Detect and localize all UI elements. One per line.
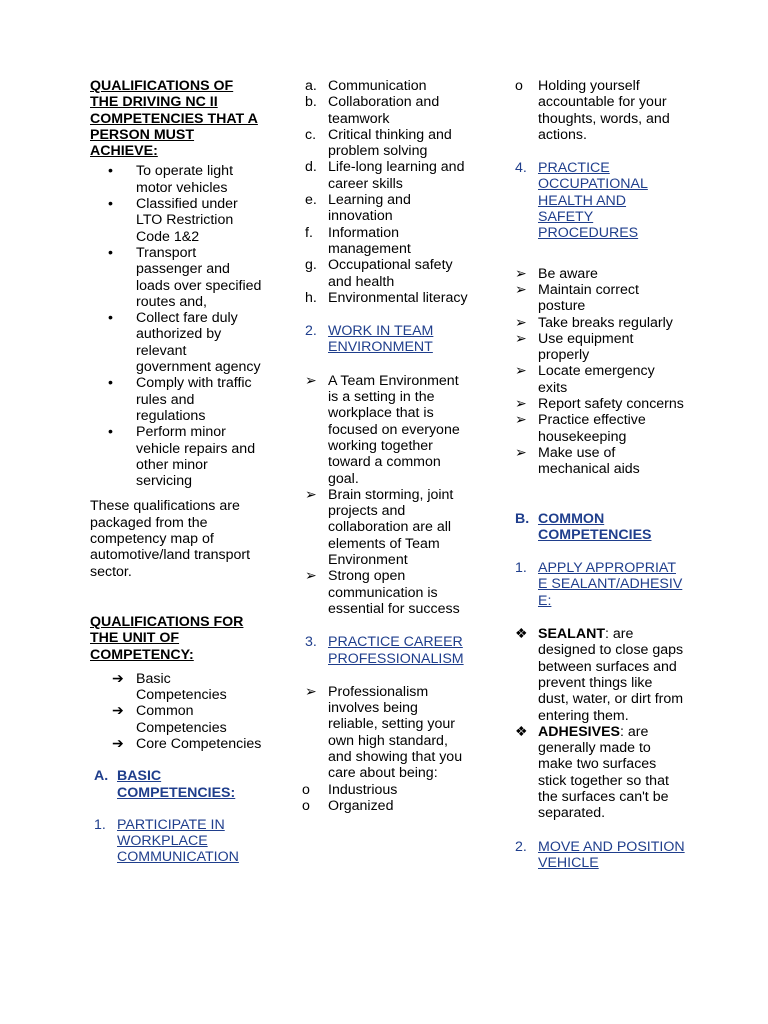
- circle-bullet-icon: o: [515, 78, 523, 94]
- list-item: f. Information management: [305, 224, 411, 257]
- item-work-in-team: 2. WORK IN TEAM ENVIRONMENT: [305, 323, 434, 356]
- list-item: ➢ Locate emergency exits: [510, 363, 685, 396]
- item-career-professionalism: 3. PRACTICE CAREER PROFESSIONALISM: [305, 634, 464, 667]
- list-item: d. Life-long learning and career skills: [305, 159, 465, 192]
- list-item: ➢ Be aware: [510, 266, 685, 282]
- list-item: e. Learning and innovation: [305, 192, 411, 225]
- arrowhead-icon: ➢: [515, 281, 527, 298]
- list-item: • Comply with traffic rules and regulations: [108, 375, 252, 424]
- list-item: ➢ Strong open communication is essential for success: [300, 568, 470, 617]
- list-item: o Industrious: [302, 781, 398, 798]
- arrow-list: [90, 671, 265, 752]
- list-item: o Holding yourself accountable for your thoughts, words, and actions.: [510, 78, 685, 143]
- list-item: • Perform minor vehicle repairs and other minor servicing: [108, 424, 256, 490]
- arrowhead-icon: ➢: [515, 396, 527, 413]
- item-apply-sealant: 1. APPLY APPROPRIATE SEALANT/ADHESIVE:: [515, 560, 683, 609]
- item-participate-communication: 1. PARTICIPATE IN WORKPLACE COMMUNICATION: [94, 816, 239, 866]
- arrowhead-icon: ➢: [515, 412, 527, 429]
- column-1: [90, 78, 265, 866]
- heading-unit-of-competency: QUALIFICATIONS FOR THE UNIT OF COMPETENCY:: [90, 613, 244, 663]
- list-item: ➢ Use equipment properly: [510, 331, 685, 364]
- list-item: ➔ Basic Competencies: [112, 670, 227, 704]
- arrow-icon: ➔: [112, 735, 124, 752]
- list-item: • Classified under LTO Restriction Code 1&2: [108, 196, 238, 245]
- list-item: ➢ Practice effective housekeeping: [510, 412, 685, 445]
- list-item: ➢ Report safety concerns: [510, 396, 685, 412]
- column-2: [300, 78, 470, 814]
- list-item: g. Occupational safety and health: [305, 257, 453, 290]
- item-move-position-vehicle: 2. MOVE AND POSITION VEHICLE: [515, 838, 685, 871]
- item-occupational-health: 4. PRACTICE OCCUPATIONAL HEALTH AND SAFETY PROCEDURES: [515, 160, 648, 242]
- list-item: ➢ Brain storming, joint projects and collaboration are all elements of Team Environment: [300, 487, 470, 568]
- list-item: • Transport passenger and loads over specified routes and,: [108, 244, 262, 310]
- list-item: c. Critical thinking and problem solving: [305, 126, 452, 160]
- arrowhead-icon: ➢: [305, 486, 317, 503]
- list-item: b. Collaboration and teamwork: [305, 94, 440, 127]
- arrow-icon: ➔: [112, 703, 124, 720]
- safety-points: [510, 266, 685, 478]
- list-item: ➢ Professionalism involves being reliable, setting your own high standard, and showing that you care about being:: [300, 684, 470, 782]
- arrowhead-icon: ➢: [515, 444, 527, 461]
- arrowhead-icon: ➢: [305, 568, 317, 585]
- qualifications-paragraph: These qualifications are packaged from the competency map of automotive/land transport sector.: [90, 498, 251, 580]
- lettered-list: [300, 78, 470, 306]
- list-item: ➢ A Team Environment is a setting in the workplace that is focused on everyone working together toward a common goal.: [300, 373, 470, 487]
- circle-bullet-icon: o: [302, 781, 310, 798]
- heading-qualifications-driving: QUALIFICATIONS OF THE DRIVING NC II COMPETENCIES THAT A PERSON MUST ACHIEVE:: [90, 78, 258, 160]
- list-item: h. Environmental literacy: [305, 289, 468, 306]
- section-b-heading: B. COMMON COMPETENCIES: [515, 510, 652, 543]
- list-item: ➢ Maintain correct posture: [510, 282, 685, 315]
- arrowhead-icon: ➢: [515, 330, 527, 347]
- diamond-bullet-icon: ❖: [515, 723, 528, 740]
- list-item: • To operate light motor vehicles: [108, 163, 234, 196]
- adhesive-definition: ❖ ADHESIVES: are generally made to make two surfaces stick together so that the surfaces can't be separated.: [510, 724, 685, 822]
- list-item: a. Communication: [305, 78, 427, 94]
- arrowhead-icon: ➢: [305, 683, 317, 700]
- list-item: o Organized: [302, 797, 394, 814]
- arrowhead-icon: ➢: [515, 265, 527, 282]
- list-item: ➢ Make use of mechanical aids: [510, 445, 685, 478]
- section-a-heading: A. BASIC COMPETENCIES:: [94, 768, 236, 801]
- arrowhead-icon: ➢: [305, 372, 317, 389]
- list-item: ➔ Core Competencies: [112, 735, 262, 752]
- list-item: ➢ Take breaks regularly: [510, 315, 685, 331]
- column-3: [510, 78, 685, 871]
- list-item: ➔ Common Competencies: [112, 703, 227, 736]
- arrowhead-icon: ➢: [515, 363, 527, 380]
- team-points: [300, 373, 470, 617]
- diamond-bullet-icon: ❖: [515, 626, 528, 643]
- arrowhead-icon: ➢: [515, 314, 527, 331]
- circle-bullet-icon: o: [302, 797, 310, 814]
- bullet-list: [90, 163, 265, 489]
- arrow-icon: ➔: [112, 670, 124, 687]
- sealant-definition: ❖ SEALANT: are designed to close gaps between surfaces and prevent things like dust, water, or dirt from entering them.: [510, 626, 685, 724]
- list-item: • Collect fare duly authorized by relevant government agency: [108, 310, 261, 376]
